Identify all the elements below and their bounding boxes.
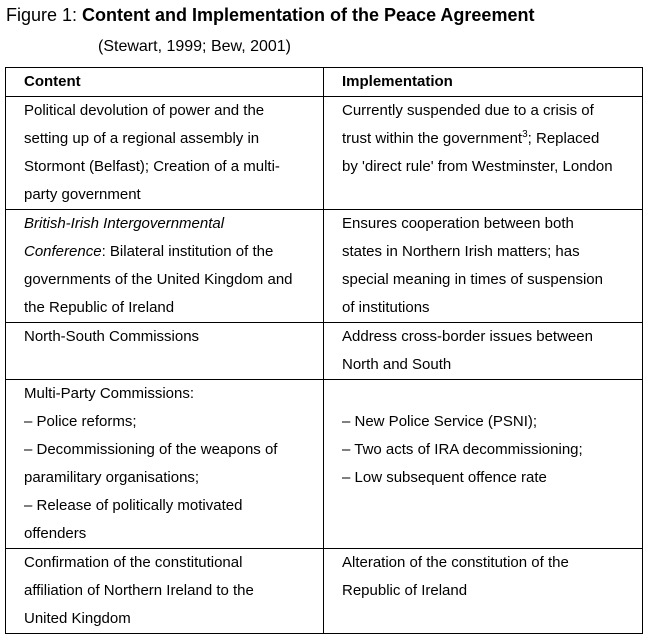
cell-line: Currently suspended due to a crisis of	[342, 102, 594, 119]
footnote-marker: 3	[522, 129, 528, 140]
cell-line: of institutions	[342, 299, 430, 316]
cell-line: British-Irish Intergovernmental	[24, 215, 225, 232]
content-cell	[6, 97, 324, 210]
cell-line: North and South	[342, 356, 452, 373]
cell-text: Conference	[24, 243, 102, 260]
content-cell	[6, 323, 324, 380]
cell-line: affiliation of Northern Ireland to the	[24, 582, 254, 599]
table-row	[6, 323, 643, 380]
cell-line: Political devolution of power and the	[24, 102, 265, 119]
implementation-cell	[324, 549, 643, 634]
cell-line: Address cross-border issues between	[342, 328, 593, 345]
cell-line: states in Northern Irish matters; has	[342, 243, 580, 260]
cell-text: ; Replaced	[527, 130, 600, 147]
header-content: Content	[6, 68, 324, 97]
cell-line	[24, 238, 319, 266]
figure-title	[6, 4, 534, 26]
cell-line: – Low subsequent offence rate	[342, 469, 547, 486]
cell-line: paramilitary organisations;	[24, 469, 200, 486]
content-cell	[6, 210, 324, 323]
cell-line: Multi-Party Commissions:	[24, 385, 195, 402]
peace-agreement-table	[5, 67, 643, 634]
implementation-cell	[324, 97, 643, 210]
cell-line: offenders	[24, 525, 87, 542]
table-row	[6, 210, 643, 323]
cell-line: – Two acts of IRA decommissioning;	[342, 441, 583, 458]
cell-line: the Republic of Ireland	[24, 299, 175, 316]
table-row	[6, 380, 643, 549]
cell-text: trust within the government	[342, 130, 523, 147]
cell-line: North-South Commissions	[24, 328, 200, 345]
table-row	[6, 97, 643, 210]
cell-line: – New Police Service (PSNI);	[342, 413, 538, 430]
cell-line: Alteration of the constitution of the	[342, 554, 569, 571]
content-cell	[6, 549, 324, 634]
table-row	[6, 549, 643, 634]
cell-spacer	[342, 380, 638, 408]
cell-line: setting up of a regional assembly in	[24, 130, 260, 147]
cell-line: – Police reforms;	[24, 413, 137, 430]
cell-line: party government	[24, 186, 141, 203]
implementation-cell	[324, 323, 643, 380]
content-cell	[6, 380, 324, 549]
cell-line: – Decommissioning of the weapons of	[24, 441, 278, 458]
cell-line: special meaning in times of suspension	[342, 271, 603, 288]
cell-line: United Kingdom	[24, 610, 131, 627]
cell-line: Confirmation of the constitutional	[24, 554, 243, 571]
table-header-row	[6, 68, 643, 97]
cell-line	[342, 125, 638, 153]
cell-line: Stormont (Belfast); Creation of a multi-	[24, 158, 280, 175]
cell-line: governments of the United Kingdom and	[24, 271, 293, 288]
cell-line: by 'direct rule' from Westminster, London	[342, 158, 613, 175]
figure-source: (Stewart, 1999; Bew, 2001)	[98, 38, 291, 55]
implementation-cell	[324, 380, 643, 549]
implementation-cell	[324, 210, 643, 323]
cell-text: : Bilateral institution of the	[101, 243, 274, 260]
cell-line: Republic of Ireland	[342, 582, 468, 599]
cell-line: – Release of politically motivated	[24, 497, 243, 514]
cell-line: Ensures cooperation between both	[342, 215, 574, 232]
figure-label: Figure 1:	[6, 5, 83, 25]
header-implementation: Implementation	[324, 68, 643, 97]
figure-title-text: Content and Implementation of the Peace Agreement	[82, 5, 535, 25]
